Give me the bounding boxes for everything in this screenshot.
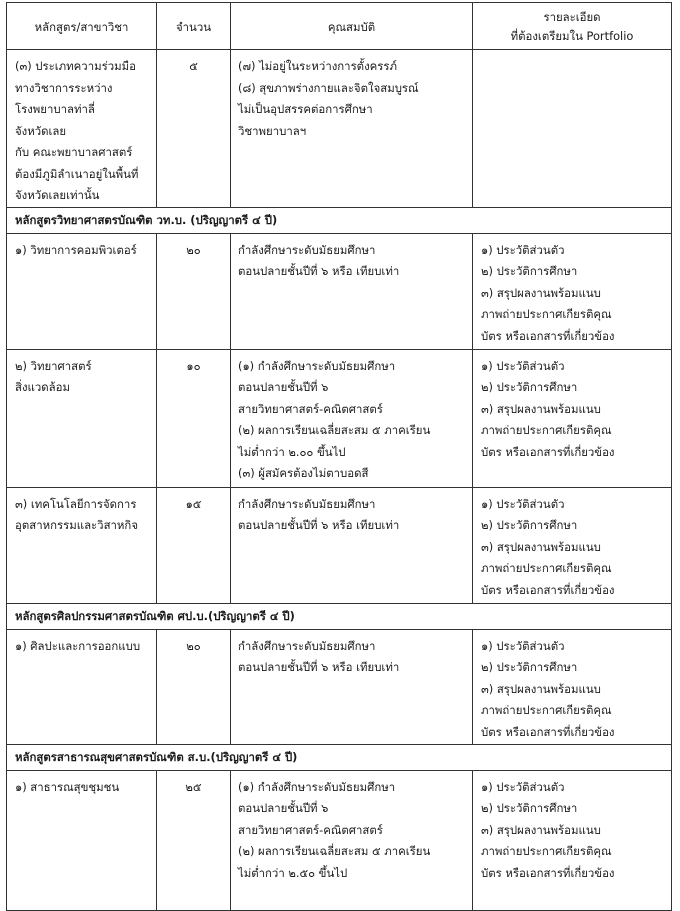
cell-line: บัตร หรือเอกสารที่เกี่ยวข้อง: [481, 582, 615, 597]
cell-line: บัตร หรือเอกสารที่เกี่ยวข้อง: [481, 444, 615, 459]
cell-line: ๒) ประวัติการศึกษา: [481, 660, 578, 674]
cell-line: อุตสาหกรรมและวิสาหกิจ: [15, 518, 138, 532]
header-count: จำนวน: [157, 3, 231, 50]
section-header: [7, 744, 672, 770]
cell-line: ๑) ประวัติส่วนตัว: [481, 638, 565, 653]
cell-line: (๒) ผลการเรียนเฉลี่ยสะสม ๕ ภาคเรียน: [238, 423, 431, 437]
count-cell: ๒๐: [157, 629, 231, 744]
section-title: หลักสูตรวิทยาศาสตรบัณฑิต วท.บ. (ปริญญาตรี ๔ ปี): [7, 207, 672, 233]
cell-line: (๑) กำลังศึกษาระดับมัธยมศึกษา: [238, 779, 396, 794]
cell-line: (๓) ประเภทความร่วมมือ: [15, 59, 136, 73]
cell-line: ตอนปลายชั้นปีที่ ๖: [238, 801, 329, 815]
cell-line: ๑) วิทยาการคอมพิวเตอร์: [15, 242, 137, 257]
header-portfolio-line1: รายละเอียด: [543, 10, 601, 24]
program-cell: [7, 349, 157, 487]
header-portfolio-line2: ที่ต้องเตรียมใน Portfolio: [510, 29, 634, 43]
cell-line: ทางวิชาการระหว่าง: [15, 80, 113, 95]
cell-line: ภาพถ่ายประกาศเกียรติคุณ: [481, 844, 612, 858]
cell-line: บัตร หรือเอกสารที่เกี่ยวข้อง: [481, 328, 615, 343]
section-header: [7, 207, 672, 233]
count-cell: ๒๐: [157, 233, 231, 349]
cell-line: ไม่เป็นอุปสรรคต่อการศึกษา: [238, 102, 373, 116]
portfolio-cell: [473, 487, 672, 603]
table-row: [7, 770, 672, 910]
cell-line: โรงพยาบาลท่าลี่: [15, 102, 95, 116]
cell-line: ไม่ต่ำกว่า ๒.๐๐ ขึ้นไป: [238, 444, 346, 459]
cell-line: กับ คณะพยาบาลศาสตร์: [15, 145, 133, 159]
cell-line: บัตร หรือเอกสารที่เกี่ยวข้อง: [481, 724, 615, 739]
cell-line: ภาพถ่ายประกาศเกียรติคุณ: [481, 703, 612, 717]
cell-line: ๑) ประวัติส่วนตัว: [481, 358, 565, 373]
cell-line: (๒) ผลการเรียนเฉลี่ยสะสม ๕ ภาคเรียน: [238, 844, 431, 858]
qualification-cell: [231, 233, 473, 349]
cell-line: ๒) ประวัติการศึกษา: [481, 380, 578, 394]
cell-line: ๑) ประวัติส่วนตัว: [481, 242, 565, 257]
program-cell: [7, 233, 157, 349]
cell-line: ๓) สรุปผลงานพร้อมแนบ: [481, 401, 601, 416]
cell-line: (๑) กำลังศึกษาระดับมัธยมศึกษา: [238, 358, 396, 373]
cell-line: ๒) ประวัติการศึกษา: [481, 264, 578, 278]
program-cell: [7, 50, 157, 208]
cell-line: (๘) สุขภาพร่างกายและจิตใจสมบูรณ์: [238, 80, 419, 95]
table-row: [7, 629, 672, 744]
admission-table: [6, 2, 672, 911]
cell-line: ๑) ประวัติส่วนตัว: [481, 496, 565, 511]
cell-line: ๓) สรุปผลงานพร้อมแนบ: [481, 539, 601, 554]
count-cell: ๑๐: [157, 349, 231, 487]
cell-line: ๑) สาธารณสุขชุมชน: [15, 779, 120, 794]
portfolio-cell: [473, 349, 672, 487]
table-row: [7, 487, 672, 603]
cell-line: กำลังศึกษาระดับมัธยมศึกษา: [238, 638, 376, 653]
cell-line: ไม่ต่ำกว่า ๒.๕๐ ขึ้นไป: [238, 865, 348, 880]
cell-line: กำลังศึกษาระดับมัธยมศึกษา: [238, 496, 376, 511]
table-row: [7, 50, 672, 208]
cell-line: ๓) เทคโนโลยีการจัดการ: [15, 496, 137, 511]
count-cell: ๑๕: [157, 487, 231, 603]
cell-line: ๑) ประวัติส่วนตัว: [481, 779, 565, 794]
cell-line: ตอนปลายชั้นปีที่ ๖ หรือ เทียบเท่า: [238, 264, 400, 278]
portfolio-cell: [473, 50, 672, 208]
cell-line: ๒) ประวัติการศึกษา: [481, 518, 578, 532]
cell-line: ภาพถ่ายประกาศเกียรติคุณ: [481, 423, 612, 437]
cell-line: ๓) สรุปผลงานพร้อมแนบ: [481, 681, 601, 696]
cell-line: กำลังศึกษาระดับมัธยมศึกษา: [238, 242, 376, 257]
cell-line: ๒) ประวัติการศึกษา: [481, 801, 578, 815]
section-title: หลักสูตรสาธารณสุขศาสตรบัณฑิต ส.บ.(ปริญญาตรี ๔ ปี): [7, 744, 672, 770]
cell-line: (๓) ผู้สมัครต้องไม่ตาบอดสี: [238, 466, 369, 480]
qualification-cell: [231, 349, 473, 487]
cell-line: สายวิทยาศาสตร์-คณิตศาสตร์: [238, 822, 383, 837]
program-cell: [7, 487, 157, 603]
header-row: [7, 3, 672, 50]
cell-line: บัตร หรือเอกสารที่เกี่ยวข้อง: [481, 865, 615, 880]
cell-line: ๓) สรุปผลงานพร้อมแนบ: [481, 822, 601, 837]
cell-line: วิชาพยาบาลฯ: [238, 123, 307, 138]
program-cell: [7, 629, 157, 744]
table-row: [7, 349, 672, 487]
cell-line: ๓) สรุปผลงานพร้อมแนบ: [481, 285, 601, 300]
cell-line: ตอนปลายชั้นปีที่ ๖ หรือ เทียบเท่า: [238, 518, 400, 532]
cell-line: (๗) ไม่อยู่ในระหว่างการตั้งครรภ์: [238, 59, 398, 73]
section-header: [7, 603, 672, 629]
count-cell: ๒๕: [157, 770, 231, 910]
cell-line: ต้องมีภูมิลำเนาอยู่ในพื้นที่: [15, 166, 139, 181]
qualification-cell: [231, 487, 473, 603]
header-qualification: คุณสมบัติ: [231, 3, 473, 50]
cell-line: ตอนปลายชั้นปีที่ ๖ หรือ เทียบเท่า: [238, 660, 400, 674]
cell-line: ๑) ศิลปะและการออกแบบ: [15, 638, 141, 653]
portfolio-cell: [473, 233, 672, 349]
portfolio-cell: [473, 629, 672, 744]
header-program: หลักสูตร/สาขาวิชา: [7, 3, 157, 50]
table-row: [7, 233, 672, 349]
portfolio-cell: [473, 770, 672, 910]
qualification-cell: [231, 50, 473, 208]
section-title: หลักสูตรศิลปกรรมศาสตรบัณฑิต ศป.บ.(ปริญญาตรี ๔ ปี): [7, 603, 672, 629]
cell-line: สิ่งแวดล้อม: [15, 380, 70, 394]
qualification-cell: [231, 770, 473, 910]
cell-line: จังหวัดเลยเท่านั้น: [15, 188, 100, 202]
cell-line: ภาพถ่ายประกาศเกียรติคุณ: [481, 307, 612, 321]
count-cell: ๕: [157, 50, 231, 208]
cell-line: ภาพถ่ายประกาศเกียรติคุณ: [481, 561, 612, 575]
program-cell: [7, 770, 157, 910]
qualification-cell: [231, 629, 473, 744]
cell-line: ๒) วิทยาศาสตร์: [15, 358, 92, 373]
header-portfolio: [473, 3, 672, 50]
cell-line: ตอนปลายชั้นปีที่ ๖: [238, 380, 329, 394]
cell-line: จังหวัดเลย: [15, 123, 67, 138]
cell-line: สายวิทยาศาสตร์-คณิตศาสตร์: [238, 401, 383, 416]
